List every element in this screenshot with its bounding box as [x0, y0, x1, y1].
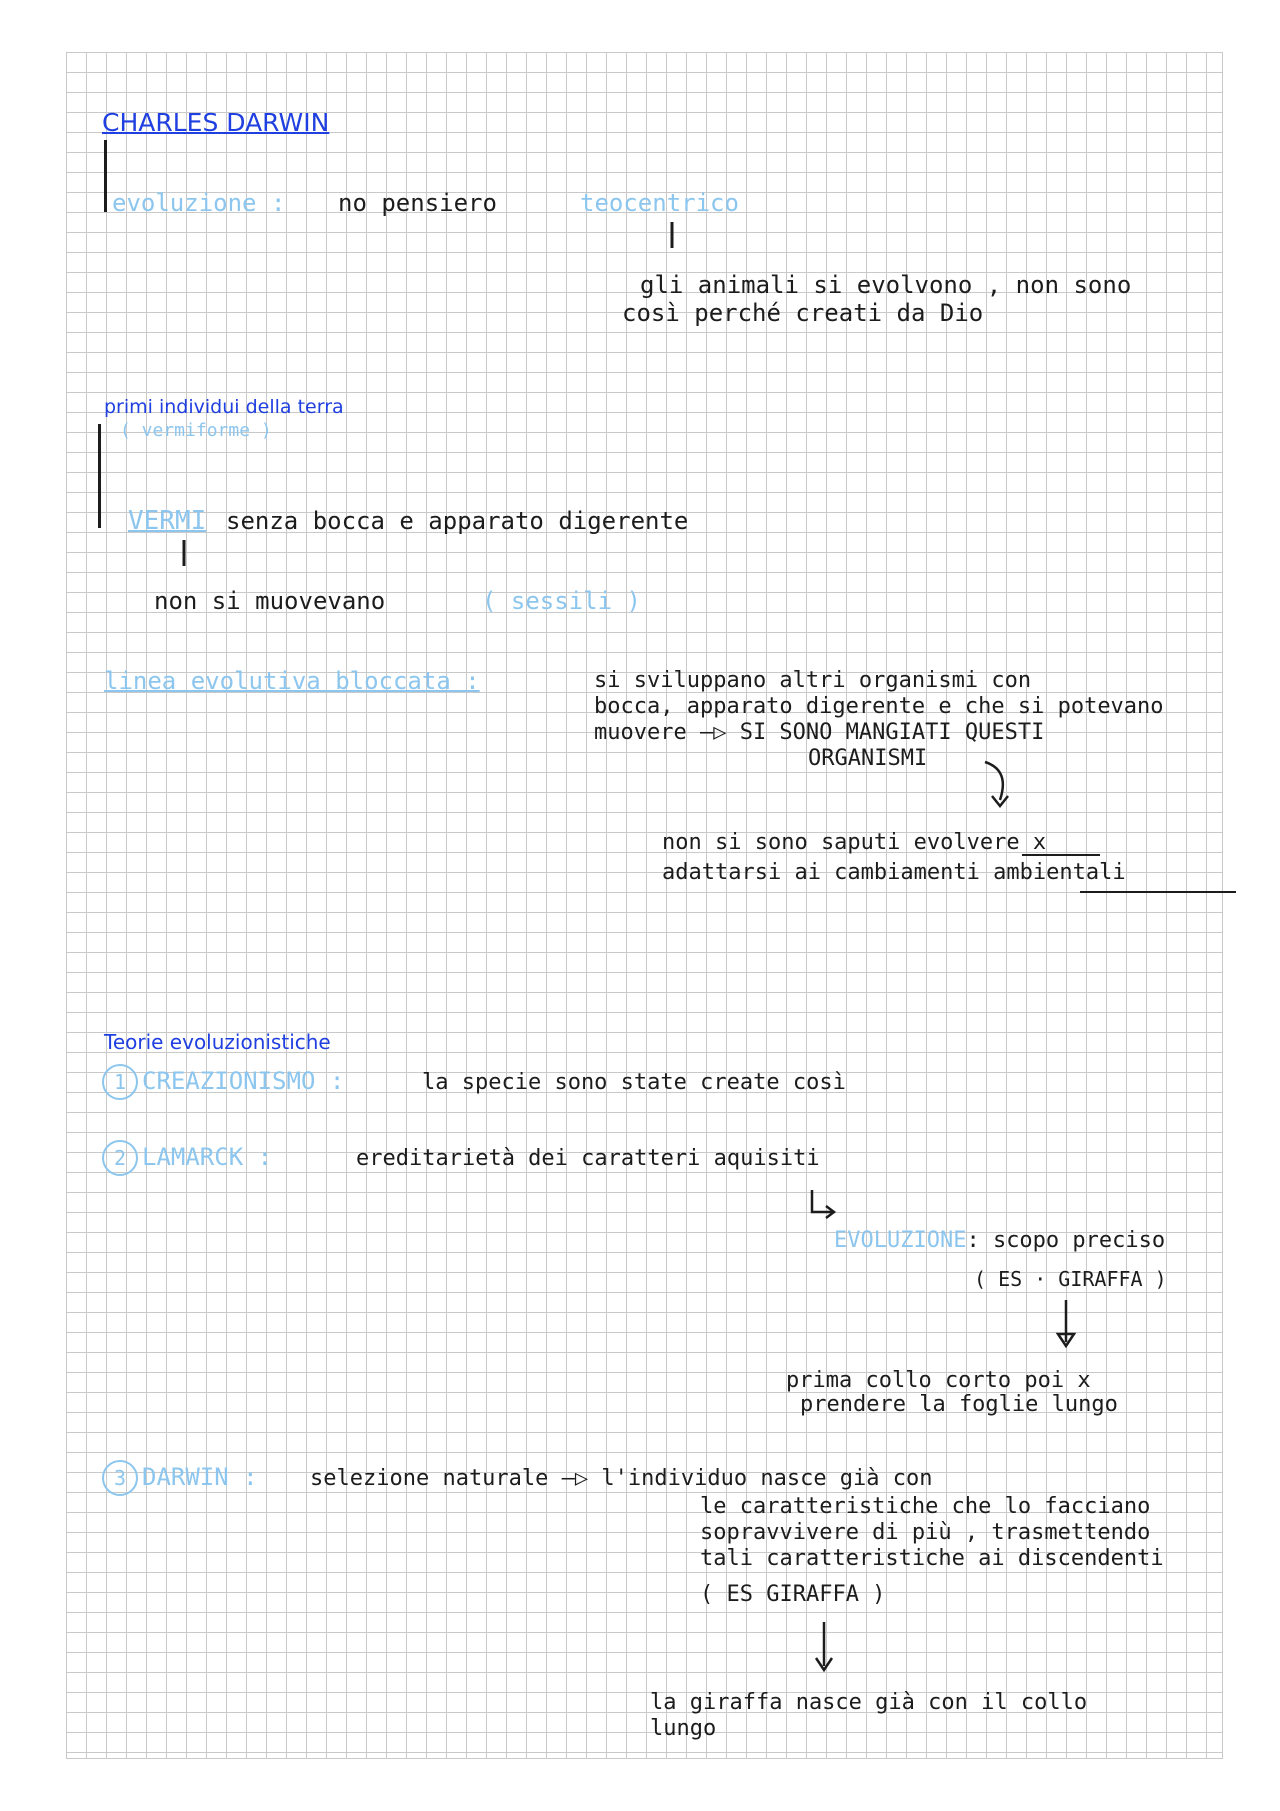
evo-label: evoluzione : — [112, 189, 286, 217]
darwin-note-2: sopravvivere di più , trasmettendo — [700, 1520, 1151, 1545]
linea-note-4: ORGANISMI — [808, 746, 928, 771]
linea-note-3: muovere —▷ SI SONO MANGIATI QUESTI — [594, 720, 1045, 745]
bracket-vertical-2 — [98, 424, 101, 528]
bracket-vertical — [104, 140, 107, 212]
primi-sub: ( vermiforme ) — [120, 420, 272, 441]
lamarck-result-1: prima collo corto poi x — [786, 1368, 1091, 1393]
darwin-note-3: tali caratteristiche ai discendenti — [700, 1546, 1164, 1571]
primi-heading: primi individui della terra — [104, 396, 344, 418]
number-circle-3: 3 — [102, 1460, 138, 1496]
linea-note-1: si sviluppano altri organismi con — [594, 668, 1032, 693]
number-circle-2: 2 — [102, 1140, 138, 1176]
theory-3-name: 3 DARWIN : — [102, 1460, 258, 1496]
linea-note-2: bocca, apparato digerente e che si potevano — [594, 694, 1164, 719]
linea-label: linea evolutiva bloccata : — [104, 667, 480, 695]
teorie-heading: Teorie evoluzionistiche — [104, 1030, 331, 1054]
vermi-label: VERMI — [128, 506, 207, 536]
linea-result-2: adattarsi ai cambiamenti ambientali — [662, 860, 1126, 885]
lamarck-evo-label: EVOLUZIONE — [834, 1228, 967, 1253]
theory-1-text: la specie sono state create così — [422, 1070, 846, 1095]
theory-1-name: 1 CREAZIONISMO : — [102, 1064, 344, 1100]
darwin-note-1: le caratteristiche che lo facciano — [700, 1494, 1151, 1519]
lamarck-evo-text: : scopo preciso — [966, 1228, 1166, 1253]
lamarck-result-2: prendere la foglie lungo — [800, 1392, 1118, 1417]
number-circle-1: 1 — [102, 1064, 138, 1100]
theory-3-text: selezione naturale —▷ l'individuo nasce già con — [310, 1466, 933, 1491]
evo-text: no pensiero — [338, 189, 497, 217]
vermi-moving-note: ( sessili ) — [482, 587, 641, 615]
vermi-text: senza bocca e apparato digerente — [226, 507, 689, 535]
theory-2-text: ereditarietà dei caratteri aquisiti — [356, 1146, 820, 1171]
evo-note-line-2: così perché creati da Dio — [622, 299, 984, 327]
evo-note-line-1: gli animali si evolvono , non sono — [640, 271, 1132, 299]
lamarck-evolution — [834, 1228, 1165, 1254]
theory-2-name: 2 LAMARCK : — [102, 1140, 272, 1176]
darwin-example: ( ES GIRAFFA ) — [700, 1582, 886, 1607]
darwin-result-1: la giraffa nasce già con il collo — [650, 1690, 1088, 1715]
vermi-moving: non si muovevano — [154, 587, 386, 615]
evo-highlight: teocentrico — [580, 189, 739, 217]
page-title: CHARLES DARWIN — [102, 108, 330, 137]
linea-result-1: non si sono saputi evolvere x — [662, 830, 1047, 855]
darwin-result-2: lungo — [650, 1716, 717, 1741]
lamarck-example: ( ES · GIRAFFA ) — [974, 1267, 1167, 1291]
